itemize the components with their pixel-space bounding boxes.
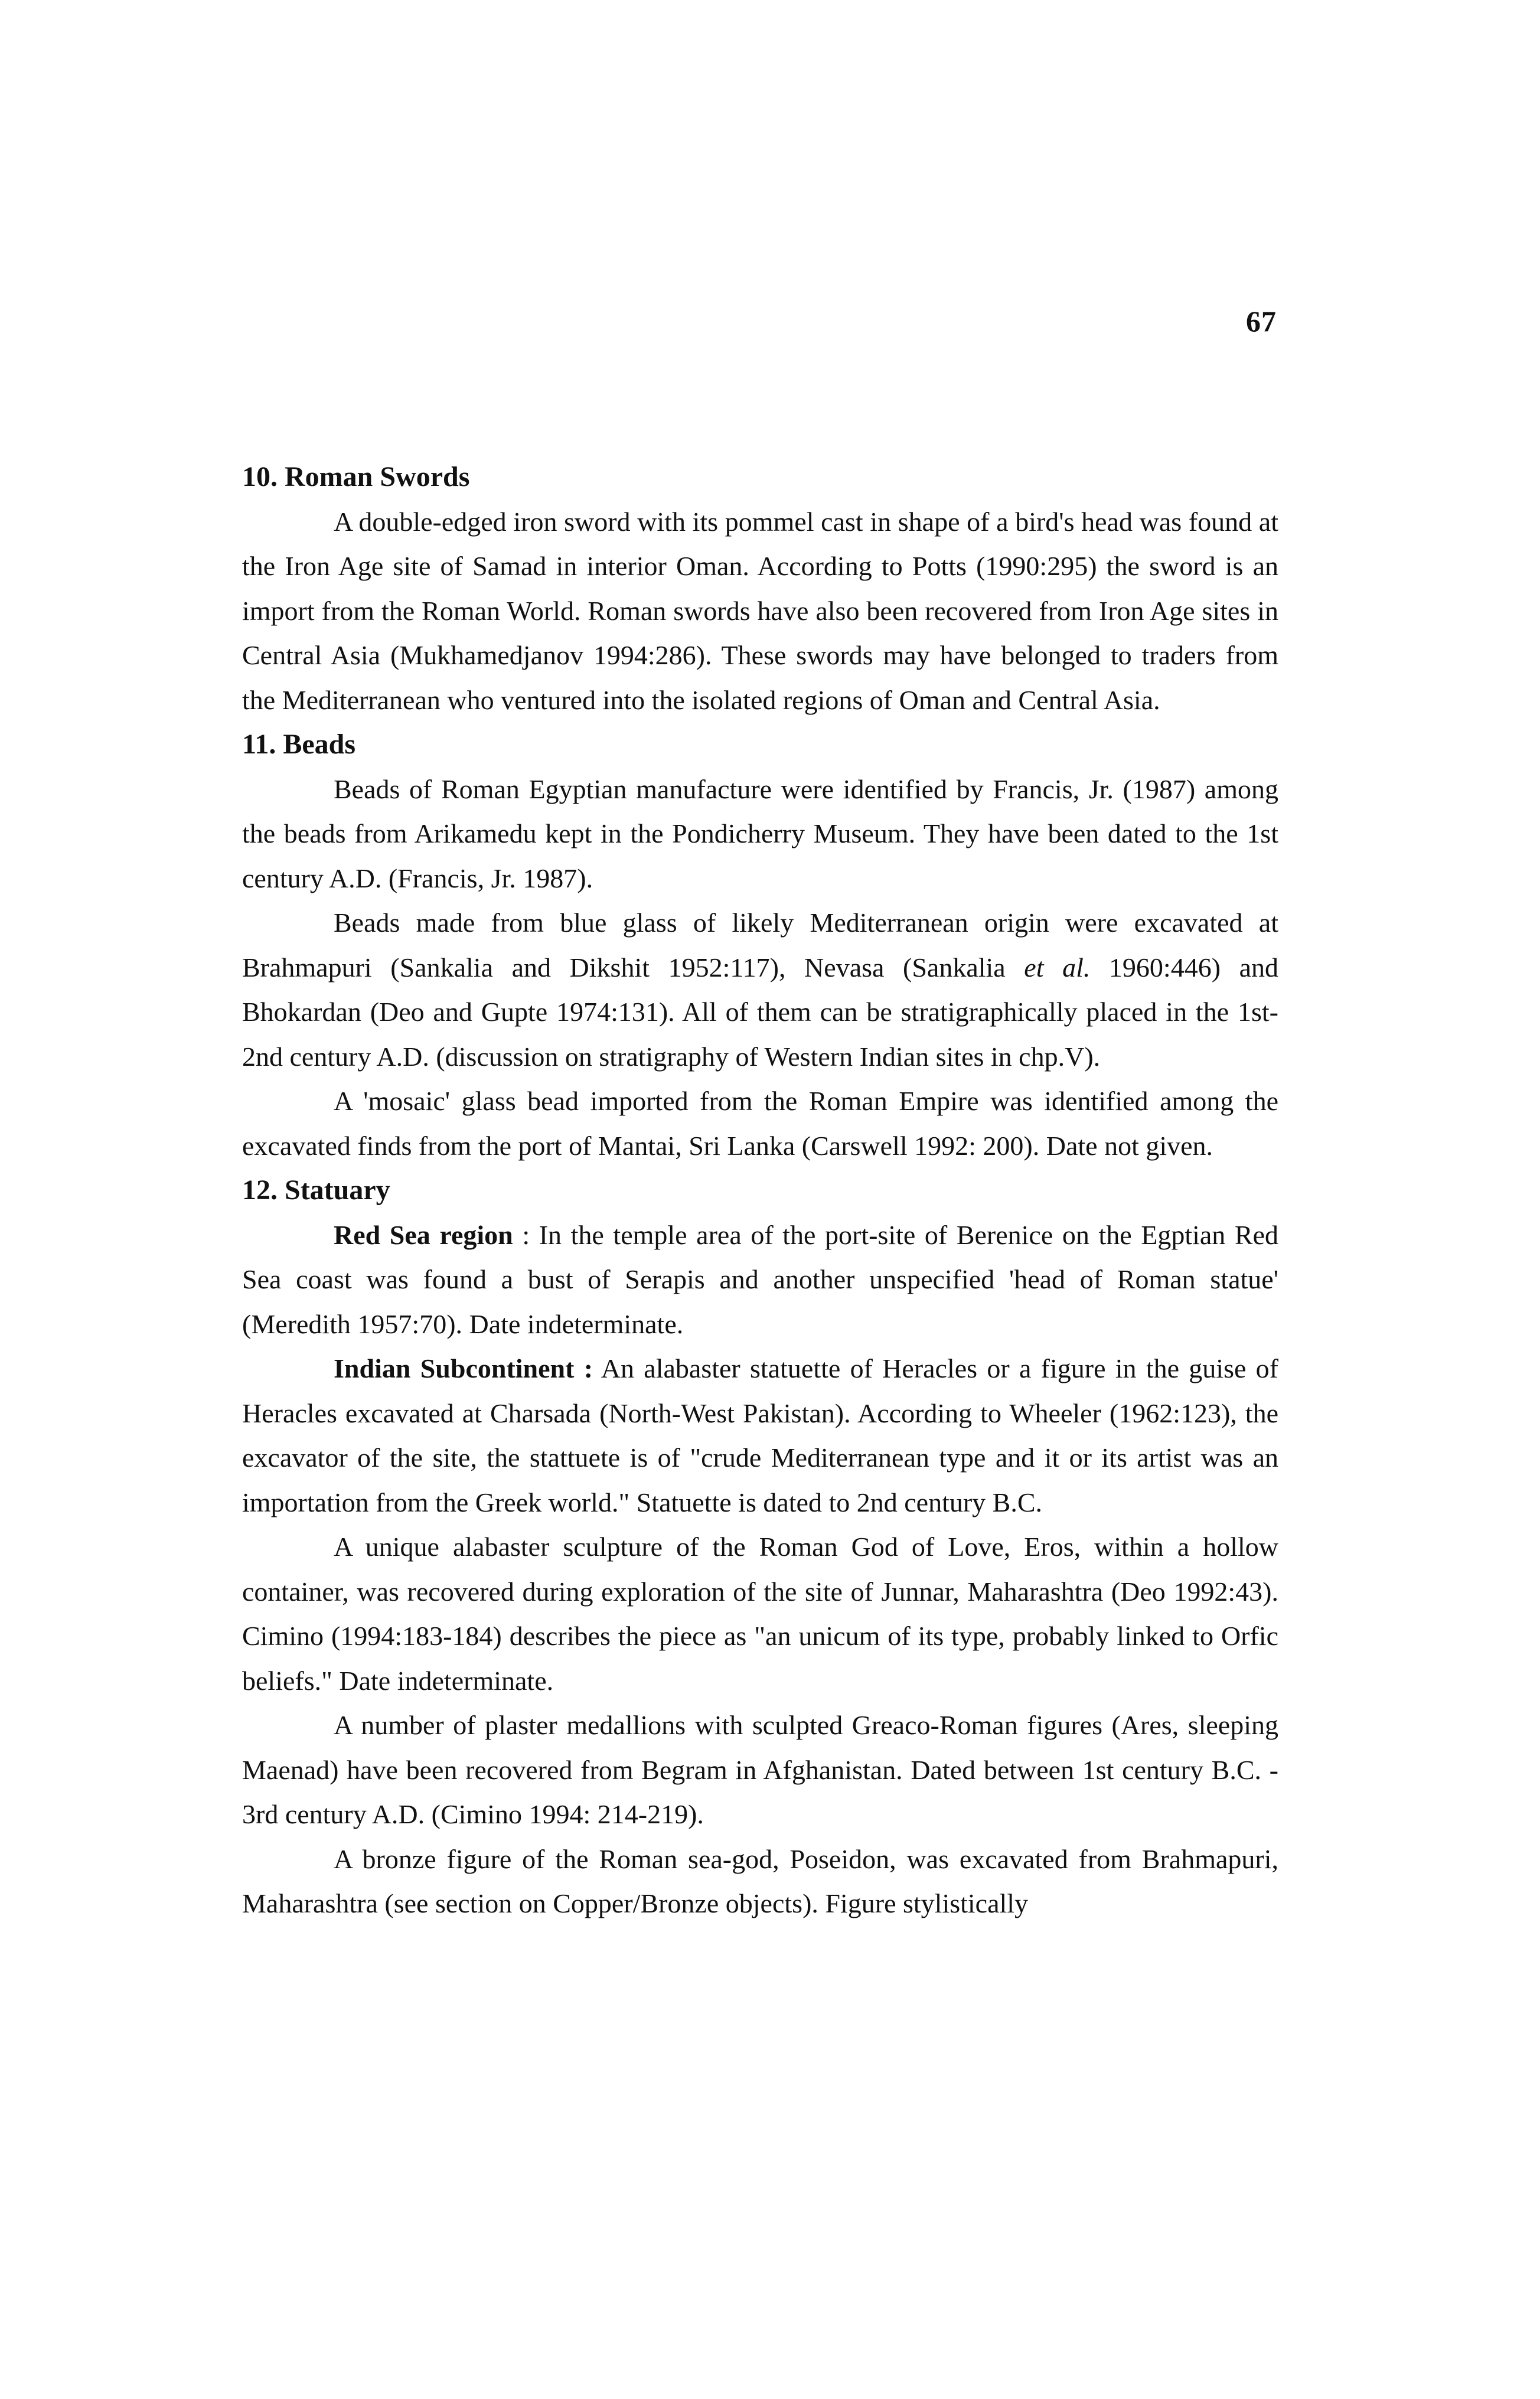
paragraph-lead-label: Indian Subcontinent : [334, 1353, 593, 1383]
italic-citation: et al. [1024, 952, 1091, 983]
paragraph-text: An alabaster statuette of Heracles or a figure in the guise of Heracles excavated at Charsada (North-West Pakistan). According to Wheeler (1962:123), the excavator of the site, the stattuete is of "crude Mediterranean type and it or its artist was an importation from the Greek world." Statuette is dated to 2nd century B.C. [242, 1353, 1278, 1517]
paragraph-statuary-eros: A unique alabaster sculpture of the Roman God of Love, Eros, within a hollow container, was recovered during exploration of the site of Junnar, Maharashtra (Deo 1992:43). Cimino (1994:183-184) describes the piece as "an unicum of its type, probably linked to Orfic beliefs." Date indeterminate. [242, 1532, 1278, 1696]
section-heading-beads: 11. Beads [242, 729, 356, 760]
paragraph-lead-label: Red Sea region [334, 1219, 513, 1250]
paragraph-text: : In the temple area of the port-site of Berenice on the Egptian Red Sea coast was found a bust of Serapis and another unspecified 'head of Roman statue' (Meredith 1957:70). Date indeterminate. [242, 1219, 1278, 1339]
paragraph-text: 1960:446) and Bhokardan (Deo and Gupte 1974:131). All of them can be stratigraphically placed in the 1st-2nd century A.D. (discussion on stratigraphy of Western Indian sites in chp.V). [242, 952, 1279, 1072]
paragraph-statuary-indian-subcontinent [242, 1346, 1278, 1525]
paragraph-beads-1: Beads of Roman Egyptian manufacture were identified by Francis, Jr. (1987) among the beads from Arikamedu kept in the Pondicherry Museum. They have been dated to the 1st century A.D. (Francis, Jr. 1987). [242, 773, 1278, 893]
section-heading-statuary: 12. Statuary [242, 1174, 390, 1206]
paragraph-statuary-poseidon: A bronze figure of the Roman sea-god, Poseidon, was excavated from Brahmapuri, Maharashtra (see section on Copper/Bronze objects). Figure stylistically [242, 1843, 1278, 1918]
paragraph-roman-swords: A double-edged iron sword with its pommel cast in shape of a bird's head was found at the Iron Age site of Samad in interior Oman. According to Potts (1990:295) the sword is an import from the Roman World. Roman swords have also been recovered from Iron Age sites in Central Asia (Mukhamedjanov 1994:286). These swords may have belonged to traders from the Mediterranean who ventured into the isolated regions of Oman and Central Asia. [242, 506, 1278, 715]
paragraph-statuary-medallions: A number of plaster medallions with sculpted Greaco-Roman figures (Ares, sleeping Maenad) have been recovered from Begram in Afghanistan. Dated between 1st century B.C. - 3rd century A.D. (Cimino 1994: 214-219). [242, 1710, 1278, 1829]
paragraph-beads-2 [242, 900, 1278, 1079]
paragraph-statuary-red-sea [242, 1213, 1278, 1347]
page-body [242, 455, 1278, 1926]
paragraph-text: Beads made from blue glass of likely Mediterranean origin were excavated at Brahmapuri (Sankalia and Dikshit 1952:117), Nevasa (Sankalia [242, 908, 1278, 983]
section-heading-roman-swords: 10. Roman Swords [242, 461, 470, 492]
page-number: 67 [1246, 305, 1277, 338]
paragraph-beads-3: A 'mosaic' glass bead imported from the Roman Empire was identified among the excavated finds from the port of Mantai, Sri Lanka (Carswell 1992: 200). Date not given. [242, 1086, 1278, 1161]
